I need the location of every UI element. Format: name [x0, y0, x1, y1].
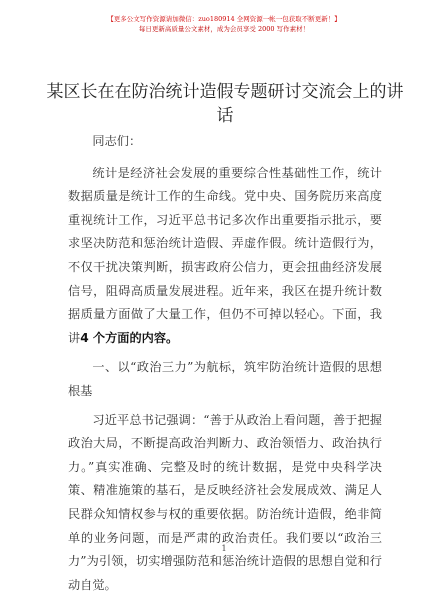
section-heading-1: 一、以“政治三力”为航标，筑牢防治统计造假的思想根基 — [68, 360, 382, 398]
banner-line-1: 【更多公文写作资源请加微信：zuo180914 全网资源一帐一包获取不断更新！】 — [107, 15, 341, 23]
page-number: 1 — [221, 544, 227, 553]
intro-bold-text: 4 个方面的内容。 — [80, 330, 179, 345]
intro-text: 统计是经济社会发展的重要综合性基础性工作，统计数据质量是统计工作的生命线。党中央、国务院历来高度重视统计工作，习近平总书记多次作出重要指示批示，要求坚决防范和惩治统计造假、弄虚作假。统计造假行为，不仅干扰决策判断，损害政府公信力，更会扭曲经济发展信号，阻碍高质量发展进程。近年来，我区在提升统计数据质量方面做了大量工作，但仍不可掉以轻心。下面，我讲 — [68, 165, 382, 345]
header-banner — [0, 14, 448, 34]
paragraph-intro — [68, 162, 382, 351]
salutation: 同志们： — [92, 134, 142, 148]
document-body — [68, 130, 382, 602]
document-title: 某区长在在防治统计造假专题研讨交流会上的讲话 — [46, 82, 404, 126]
paragraph-section-1: 习近平总书记强调：“善于从政治上看问题，善于把握政治大局，不断提高政治判断力、政治领悟力、政治执行力。”真实准确、完整及时的统计数据，是党中央科学决策、精准施策的基石，是反映经济社会发展成效、满足人民群众知情权参与权的重要依据。防治统计造假，绝非简单的业务问题，而是严肃的政治责任。我们要以“政治三力”为引领，切实增强防范和惩治统计造假的思想自觉和行动自觉。 — [68, 412, 382, 592]
banner-line-2: 每日更新高质量公文素材，成为会员享受 2000 写作素材！ — [138, 25, 310, 33]
